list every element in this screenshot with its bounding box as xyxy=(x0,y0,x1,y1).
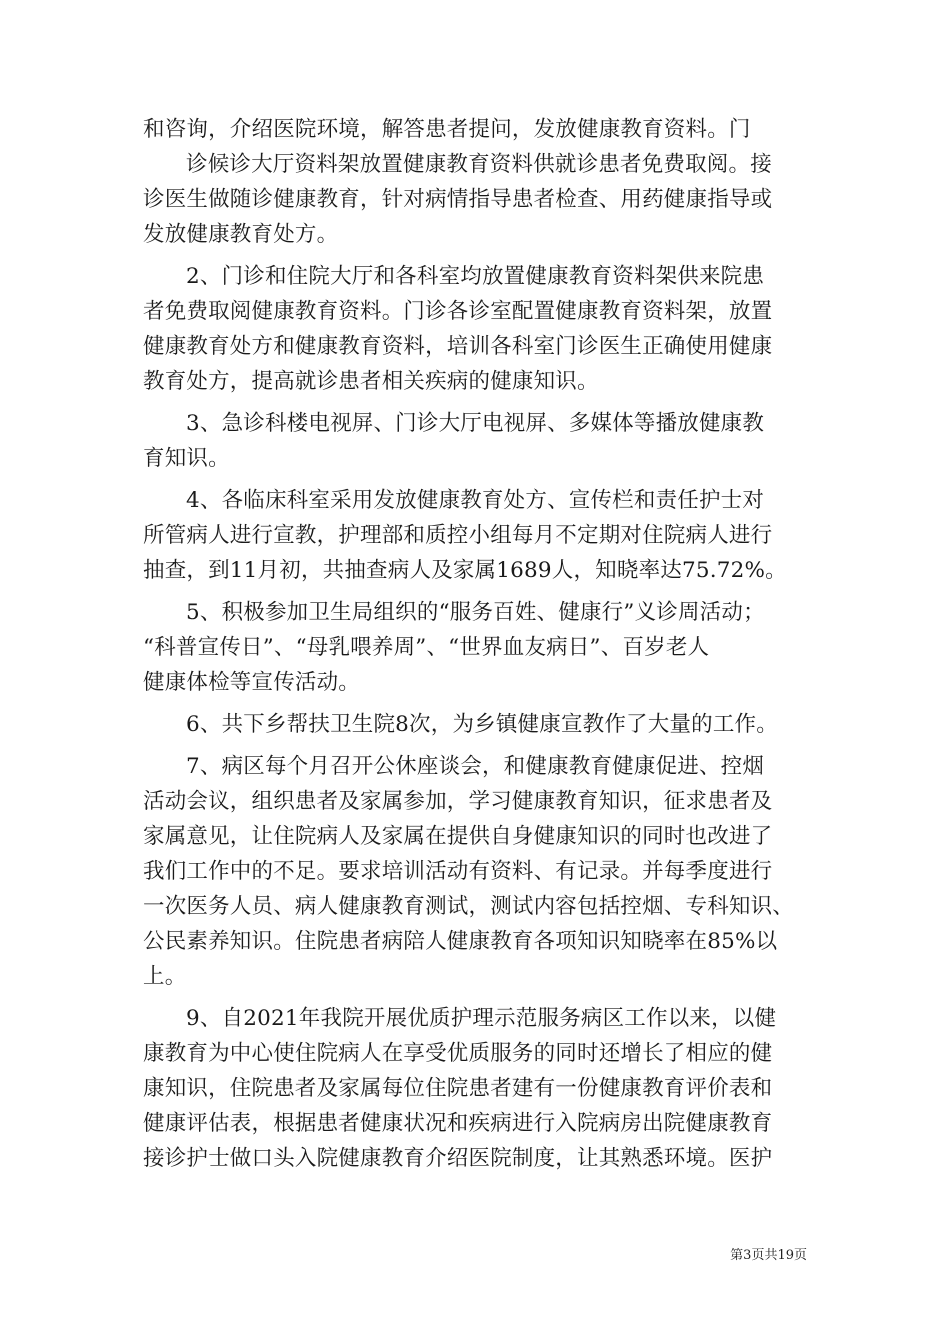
text-line: 康教育为中心使住院病人在享受优质服务的同时还增长了相应的健 xyxy=(143,1041,773,1066)
text-line: 康知识，住院患者及家属每位住院患者建有一份健康教育评价表和 xyxy=(143,1076,773,1101)
paragraph-6-start: 6、共下乡帮扶卫生院8次，为乡镇健康宣教作了大量的工作。 xyxy=(186,712,778,737)
paragraph-2-start: 2、门诊和住院大厅和各科室均放置健康教育资料架供来院患 xyxy=(186,264,765,289)
text-line: 健康教育处方和健康教育资料，培训各科室门诊医生正确使用健康 xyxy=(143,334,773,359)
page-number: 第3页共19页 xyxy=(730,1248,807,1263)
paragraph-4-start: 4、各临床科室采用发放健康教育处方、宣传栏和责任护士对 xyxy=(186,488,765,513)
text-line: 者免费取阅健康教育资料。门诊各诊室配置健康教育资料架，放置 xyxy=(143,299,773,324)
text-line: 公民素养知识。住院患者病陪人健康教育各项知识知晓率在85%以 xyxy=(143,929,778,954)
text-line: 发放健康教育处方。 xyxy=(143,222,339,247)
text-line: 诊候诊大厅资料架放置健康教育资料供就诊患者免费取阅。接 xyxy=(186,152,772,177)
text-line: 上。 xyxy=(143,964,187,989)
text-line: 家属意见，让住院病人及家属在提供自身健康知识的同时也改进了 xyxy=(143,824,773,849)
text-line: 抽查，到11月初，共抽查病人及家属1689人，知晓率达75.72%。 xyxy=(143,558,787,583)
text-line: 和咨询，介绍医院环境，解答患者提问，发放健康教育资料。门 xyxy=(143,117,751,142)
text-line: 一次医务人员、病人健康教育测试，测试内容包括控烟、专科知识、 xyxy=(143,894,795,919)
text-line: 健康评估表，根据患者健康状况和疾病进行入院病房出院健康教育 xyxy=(143,1111,773,1136)
paragraph-9-start: 9、自2021年我院开展优质护理示范服务病区工作以来，以健 xyxy=(186,1006,777,1031)
paragraph-3-start: 3、急诊科楼电视屏、门诊大厅电视屏、多媒体等播放健康教 xyxy=(186,411,765,436)
text-line: 活动会议，组织患者及家属参加，学习健康教育知识，征求患者及 xyxy=(143,789,773,814)
paragraph-7-start: 7、病区每个月召开公休座谈会，和健康教育健康促进、控烟 xyxy=(186,754,765,779)
paragraph-5-start: 5、积极参加卫生局组织的“服务百姓、健康行”义诊周活动； xyxy=(186,600,765,625)
text-line: 所管病人进行宣教，护理部和质控小组每月不定期对住院病人进行 xyxy=(143,523,773,548)
text-line: 育知识。 xyxy=(143,446,230,471)
text-line: 我们工作中的不足。要求培训活动有资料、有记录。并每季度进行 xyxy=(143,859,773,884)
text-line: “科普宣传日”、“母乳喂养周”、“世界血友病日”、百岁老人 xyxy=(143,635,710,660)
text-line: 健康体检等宣传活动。 xyxy=(143,670,361,695)
document-body xyxy=(143,112,808,1176)
text-line: 接诊护士做口头入院健康教育介绍医院制度，让其熟悉环境。医护 xyxy=(143,1146,773,1171)
text-line: 诊医生做随诊健康教育，针对病情指导患者检查、用药健康指导或 xyxy=(143,187,773,212)
text-line: 教育处方，提高就诊患者相关疾病的健康知识。 xyxy=(143,369,599,394)
